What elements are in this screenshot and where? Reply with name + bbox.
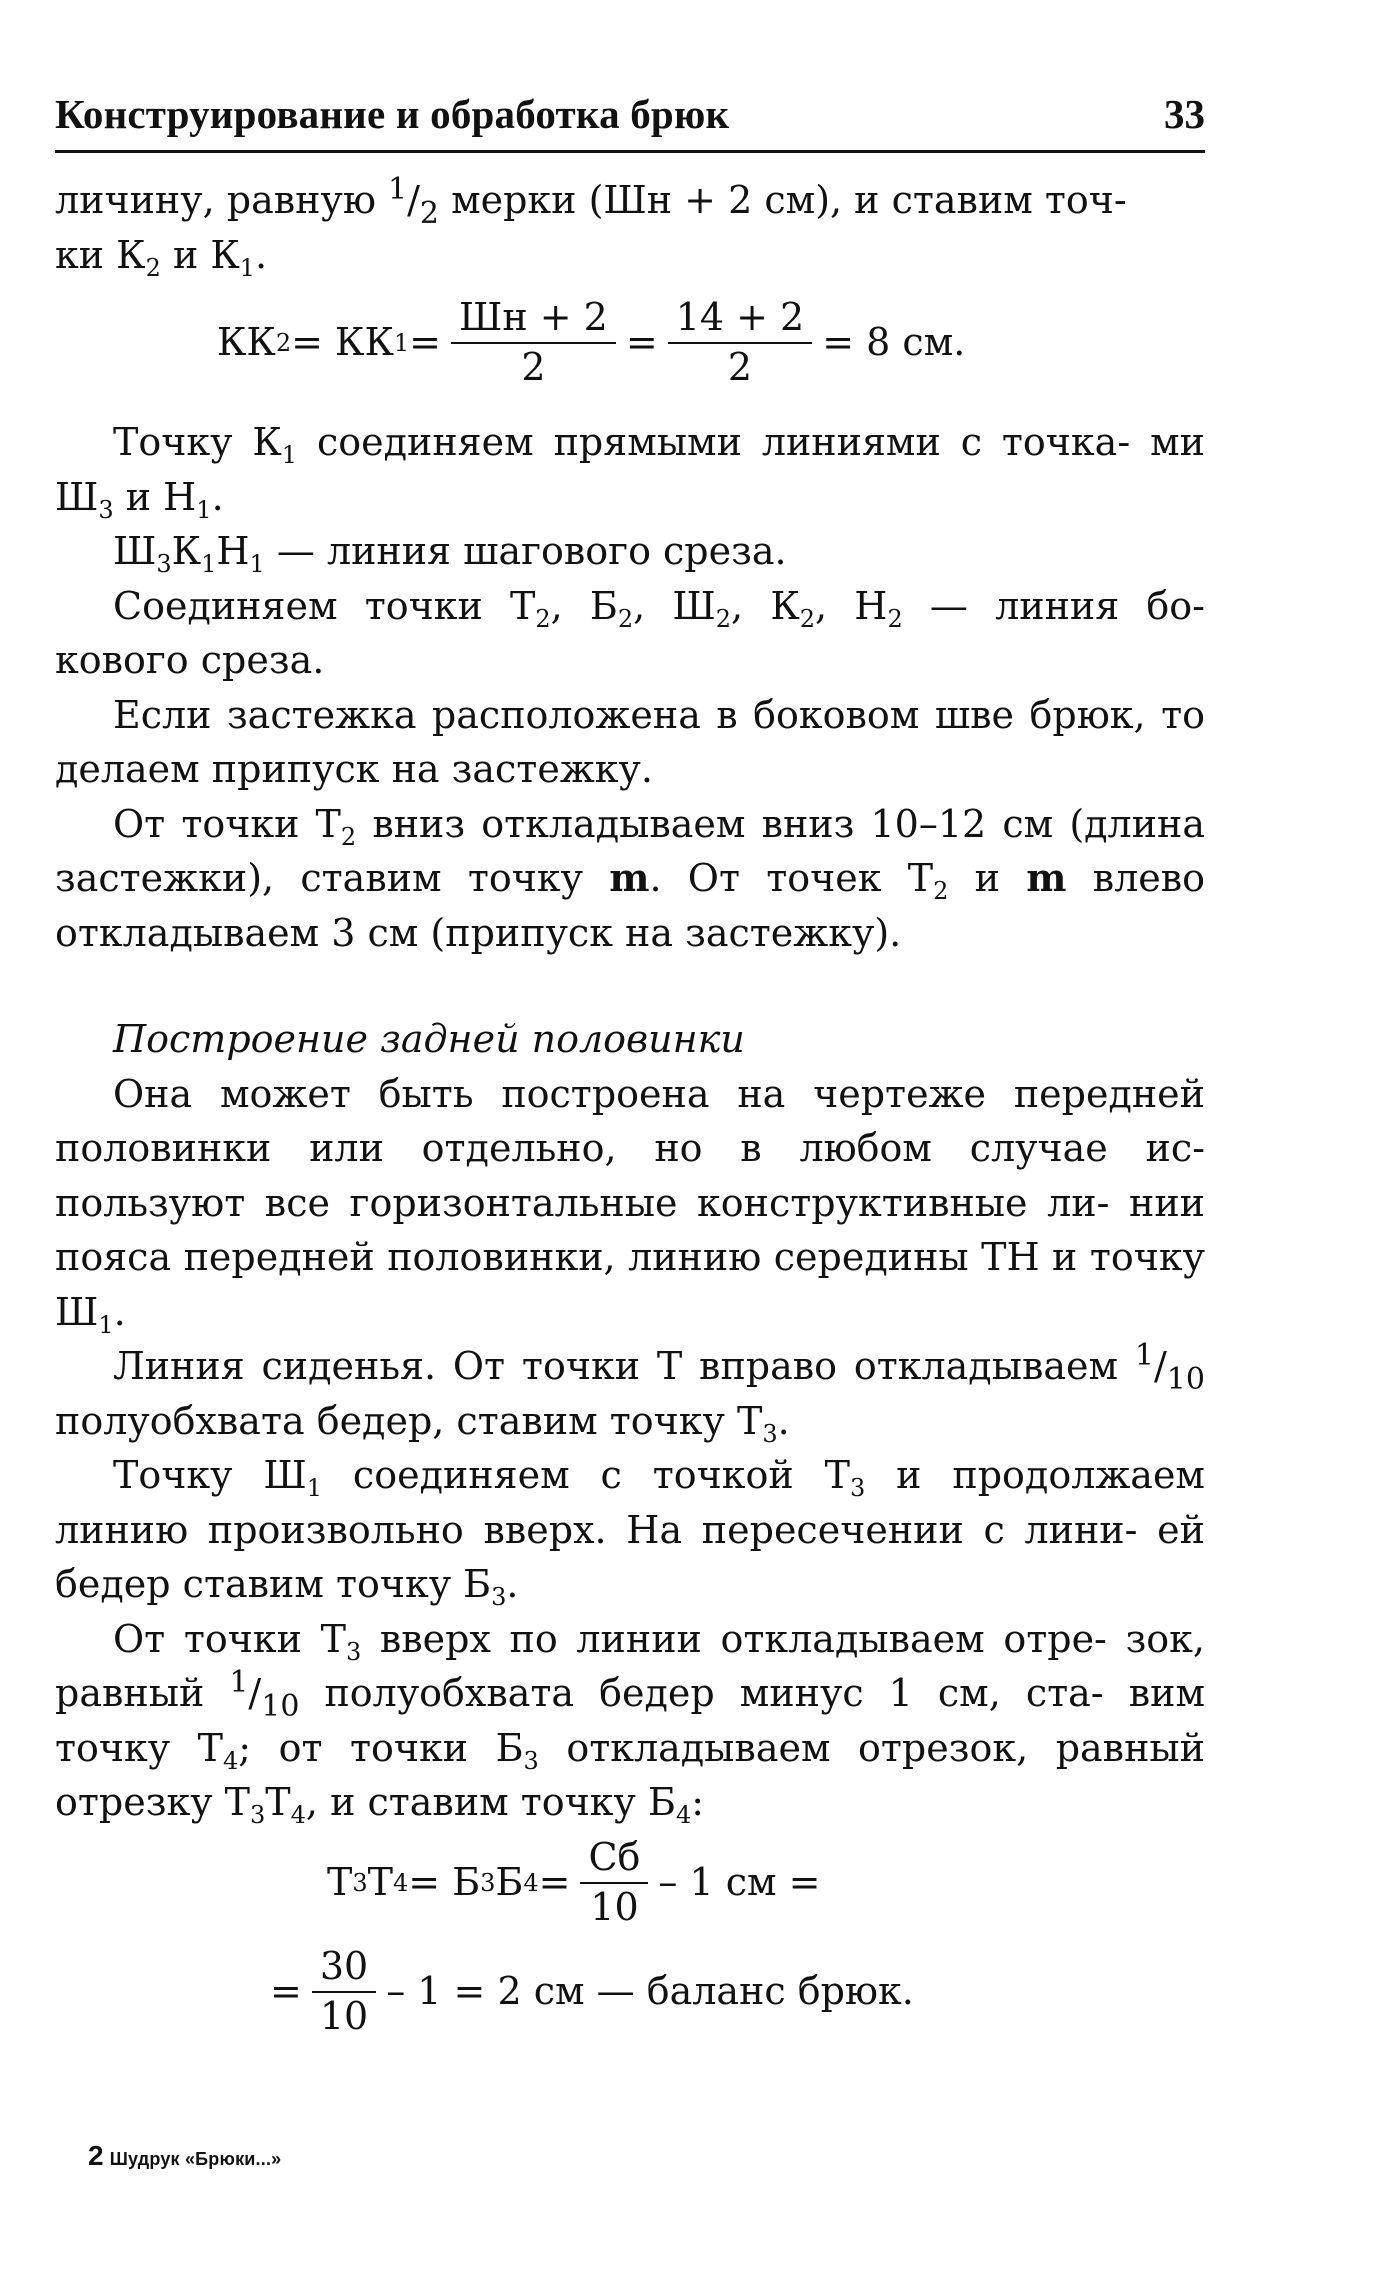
body-text	[55, 173, 1205, 2039]
text: .	[506, 1562, 519, 1607]
frac-den: 2	[521, 344, 546, 389]
subscript: 4	[290, 1801, 306, 1830]
point-m: m	[609, 855, 650, 901]
subscript: 2	[887, 604, 903, 633]
frac-num: 1	[229, 1665, 249, 1701]
subscript: 1	[196, 495, 212, 524]
text: От точки Т	[113, 1616, 346, 1661]
text: Точку Ш	[113, 1453, 307, 1498]
text: КК	[217, 319, 276, 364]
text: ей бедер ставим точку Б	[55, 1507, 1205, 1607]
header-title: Конструирование и обработка брюк	[55, 91, 730, 137]
text: Т	[367, 1859, 393, 1904]
subscript: 3	[523, 1746, 539, 1775]
subscript: 4	[675, 1801, 692, 1830]
subscript: 3	[249, 1801, 266, 1830]
fraction-tenth: $^1/_{10}$	[1134, 1338, 1205, 1398]
text: и	[948, 856, 1027, 901]
text: , Ш	[633, 583, 716, 628]
paragraph-5	[55, 688, 1205, 797]
paragraph-8	[55, 1339, 1205, 1448]
subscript: 3	[849, 1474, 866, 1503]
paragraph-4	[55, 579, 1205, 688]
text: откладываем отрезок,	[538, 1725, 1029, 1770]
text: =	[409, 319, 441, 364]
text: — линия бо-	[902, 583, 1205, 628]
text: Если застежка расположена в боковом шве	[113, 692, 1015, 737]
paragraph-6	[55, 797, 1205, 961]
text: соединяем с точкой Т	[322, 1453, 850, 1498]
formula-kk: КК 2 = КК 1 = $\frac{Шн + 2}{2}$ = $\frac{14 + 2}{2}$ = 8 см.	[217, 295, 966, 389]
text: ТН и точку Ш	[55, 1235, 1205, 1334]
formula-balance-2	[270, 1945, 1205, 2038]
running-header	[55, 90, 1205, 153]
text: полуобхвата бедер, ставим точку Т	[55, 1398, 763, 1443]
paragraph-9	[55, 1448, 1205, 1612]
text: – 1 = 2 см — баланс брюк.	[386, 1969, 914, 2014]
text: = КК	[291, 319, 394, 364]
subscript: 2	[145, 253, 161, 282]
text: — линия шагового среза.	[264, 529, 787, 574]
text: , К	[731, 583, 800, 628]
paragraph-10	[55, 1612, 1205, 1830]
text: – 1 см =	[658, 1859, 821, 1904]
text: .	[255, 232, 268, 277]
signature-text: Шудрук «Брюки...»	[109, 2149, 282, 2169]
signature-mark	[88, 2140, 281, 2172]
text: и продолжаем	[865, 1453, 1205, 1498]
subscript: 2	[799, 604, 816, 633]
frac-num: Сб	[580, 1836, 648, 1884]
text: .	[777, 1398, 790, 1443]
subscript: 3	[762, 1419, 778, 1448]
text: пользуют все горизонтальные конструктивные ли-	[55, 1180, 1110, 1225]
frac-den: 10	[261, 1689, 300, 1725]
fraction-sb	[580, 1836, 648, 1929]
fraction-half: $^1/_2$	[387, 172, 439, 231]
subscript: 3	[491, 1583, 507, 1612]
subscript: 4	[223, 1746, 239, 1775]
text: вверх по линии откладываем отре-	[361, 1616, 1107, 1661]
fraction-30-10	[312, 1945, 376, 2038]
text: кового среза.	[55, 638, 325, 683]
text: нии пояса передней половинки, линию середины	[55, 1180, 1205, 1280]
page-number: 33	[1164, 91, 1205, 137]
subscript: 3	[156, 550, 172, 579]
text: , Б	[550, 583, 618, 628]
text: .	[211, 474, 224, 519]
fraction-1	[451, 296, 616, 389]
frac-num: 1	[387, 172, 408, 207]
text: .	[113, 1289, 126, 1334]
subscript: 2	[933, 877, 949, 906]
text: . От точек Т	[649, 856, 934, 901]
text: =	[538, 1859, 571, 1904]
frac-num: 30	[312, 1945, 376, 1993]
paragraph-3	[55, 524, 1205, 579]
text: Б	[495, 1859, 524, 1904]
text: вим точку Т	[55, 1671, 1205, 1770]
formula-balance-1: Т 3 Т 4 = Б 3 Б 4 = $\frac{Сб}{10}$ – 1 см =	[327, 1834, 821, 1929]
paragraph-1	[55, 173, 1205, 282]
fraction-2	[668, 296, 813, 389]
text: и К	[160, 232, 240, 277]
signature-number: 2	[88, 2140, 104, 2171]
text: Т	[265, 1780, 291, 1825]
text: Точку К	[113, 420, 282, 465]
frac-den: 10	[1166, 1362, 1205, 1398]
paragraph-2	[55, 415, 1205, 524]
text: = Б	[408, 1859, 481, 1904]
section-heading: Построение задней половинки	[113, 1017, 745, 1062]
subscript: 1	[249, 550, 265, 579]
text: =	[625, 319, 658, 364]
text: :	[691, 1780, 705, 1825]
text: половинки или отдельно, но в любом случае ис-	[55, 1126, 1205, 1171]
text: мерки (Шн + 2 см), и ставим точ-	[438, 178, 1127, 222]
text: линию произвольно вверх. На пересечении с лини-	[55, 1507, 1138, 1552]
text: равный отрезку Т	[55, 1725, 1205, 1825]
text: Соединяем точки Т	[113, 583, 536, 628]
text: От точки Т	[113, 801, 341, 846]
text: ки К	[55, 232, 146, 277]
text: Линия сиденья. От точки Т вправо откладываем	[113, 1344, 1119, 1389]
subscript: 1	[306, 1474, 323, 1503]
text: К	[171, 529, 202, 574]
point-m: m	[1026, 855, 1067, 901]
text: Ш	[113, 529, 157, 574]
text: Она может быть построена на чертеже передней	[113, 1071, 1205, 1116]
subscript: 2	[715, 604, 732, 633]
frac-num: 14 + 2	[668, 296, 813, 344]
text: влево откладываем 3 см (припуск на застежку).	[55, 856, 1205, 955]
text: (длина застежки), ставим точку	[55, 801, 1205, 901]
text: ми Ш	[55, 420, 1205, 519]
frac-den: 10	[590, 1884, 639, 1929]
subscript: 3	[345, 1637, 362, 1666]
subscript: 1	[201, 550, 217, 579]
frac-num: Шн + 2	[451, 296, 616, 344]
frac-num: 1	[1134, 1338, 1154, 1374]
text: = 8 см.	[822, 319, 966, 364]
text: , Н	[815, 583, 888, 628]
text: соединяем прямыми линиями с точка-	[297, 420, 1131, 465]
text: ; от точки Б	[238, 1725, 524, 1770]
subscript: 1	[281, 441, 298, 470]
text: =	[270, 1969, 302, 2014]
subscript: 2	[617, 604, 634, 633]
subscript: 1	[239, 253, 256, 282]
text: зок, равный	[55, 1616, 1205, 1716]
subscript: 1	[98, 1310, 114, 1339]
frac-den: 2	[419, 196, 439, 231]
subscript: 3	[98, 495, 114, 524]
text: полуобхвата бедер минус 1 см, ста-	[299, 1671, 1104, 1716]
fraction-tenth: $^1/_{10}$	[229, 1665, 300, 1725]
text: вниз откладываем вниз 10–12 см	[356, 801, 1054, 846]
text: и Н	[113, 474, 197, 519]
frac-den: 2	[727, 344, 753, 389]
text: брюк, то делаем припуск на застежку.	[55, 692, 1205, 792]
frac-den: 10	[319, 1993, 369, 2038]
text: Т	[327, 1859, 353, 1904]
subscript: 2	[535, 604, 551, 633]
paragraph-7	[55, 1067, 1205, 1340]
subscript: 2	[340, 822, 357, 851]
text: личину, равную	[55, 178, 388, 222]
text: , и ставим точку Б	[305, 1780, 676, 1825]
text: Н	[216, 529, 250, 574]
page	[55, 90, 1205, 2039]
